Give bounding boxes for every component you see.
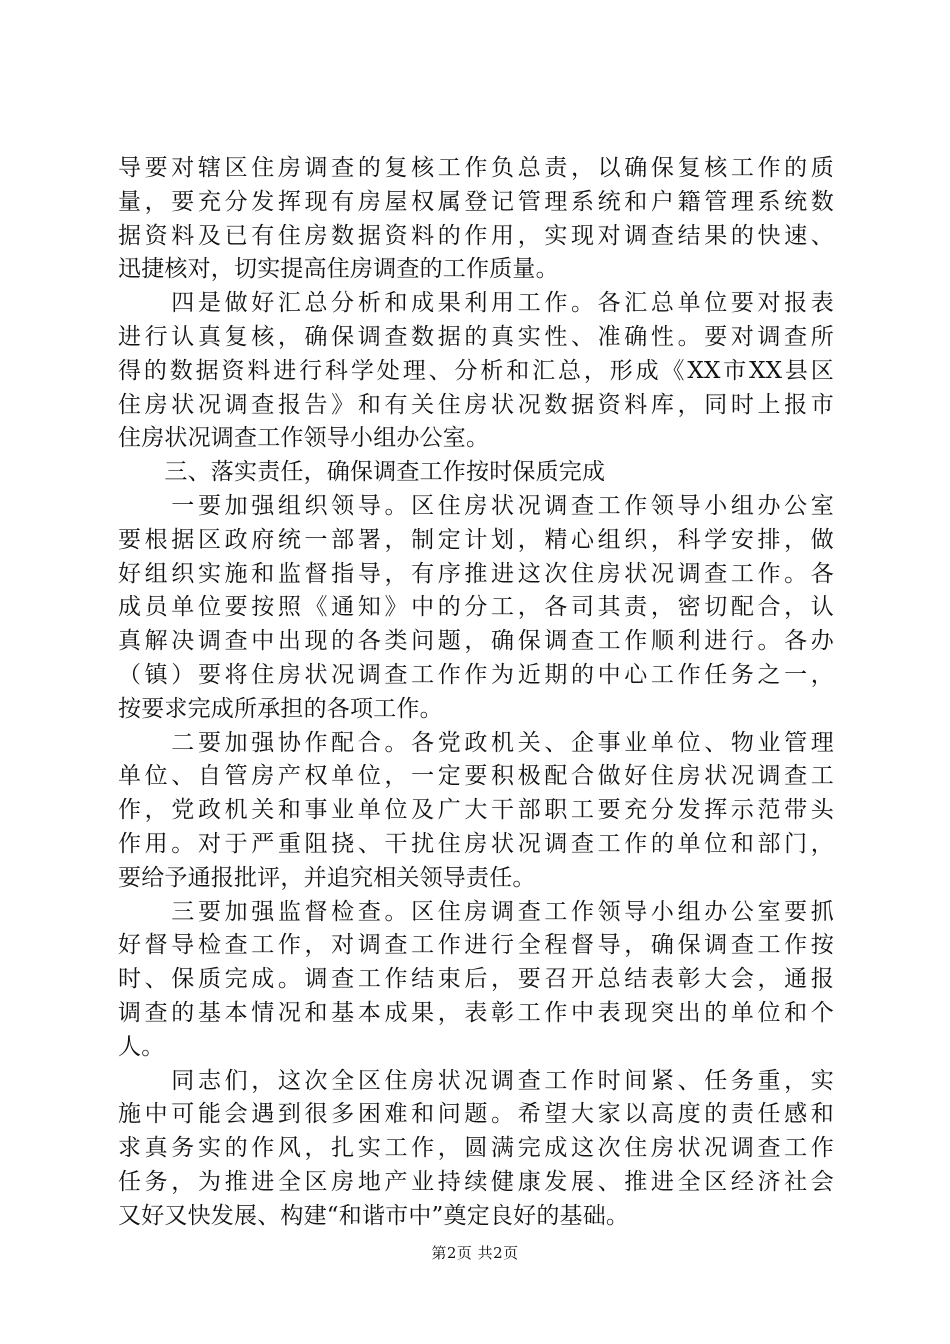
text-line: 要给予通报批评，并追究相关领导责任。 [118,864,536,891]
text-line: 求真务实的作风，扎实工作，圆满完成这次住房状况调查工作 [118,1135,834,1162]
page-footer: 第2页 共2页 [431,1244,519,1262]
text-line: 成员单位要按照《通知》中的分工，各司其责，密切配合，认 [118,594,834,621]
text-line: 迅捷核对，切实提高住房调查的工作质量。 [118,256,559,283]
text-line: 又好又快发展、构建“和谐市中”奠定良好的基础。 [118,1202,630,1229]
text-line: 单位、自管房产权单位，一定要积极配合做好住房状况调查工 [118,763,834,790]
text-line: 好督导检查工作，对调查工作进行全程督导，确保调查工作按 [118,932,834,959]
text-line: 调查的基本情况和基本成果，表彰工作中表现突出的单位和个 [118,999,834,1026]
text-line: 时、保质完成。调查工作结束后，要召开总结表彰大会，通报 [118,966,834,993]
text-line: 任务，为推进全区房地产业持续健康发展、推进全区经济社会 [118,1168,834,1195]
text-line: 作用。对于严重阻挠、干扰住房状况调查工作的单位和部门， [118,830,834,857]
text-line: 住房状况调查工作领导小组办公室。 [118,425,490,452]
text-line: 施中可能会遇到很多困难和问题。希望大家以高度的责任感和 [118,1101,834,1128]
text-line: 据资料及已有住房数据资料的作用，实现对调查结果的快速、 [118,222,834,249]
text-line: 量，要充分发挥现有房屋权属登记管理系统和户籍管理系统数 [118,188,834,215]
text-line: 按要求完成所承担的各项工作。 [118,695,443,722]
text-line: 进行认真复核，确保调查数据的真实性、准确性。要对调查所 [118,323,834,350]
text-line: 二要加强协作配合。各党政机关、企事业单位、物业管理 [118,729,834,756]
text-line: 要根据区政府统一部署，制定计划，精心组织，科学安排，做 [118,526,834,553]
text-line: 人。 [118,1033,165,1060]
text-line: 一要加强组织领导。区住房状况调查工作领导小组办公室 [118,492,834,519]
text-line: 三、落实责任，确保调查工作按时保质完成 [118,459,606,486]
text-line: 同志们，这次全区住房状况调查工作时间紧、任务重，实 [118,1067,834,1094]
text-line: 住房状况调查报告》和有关住房状况数据资料库，同时上报市 [118,391,834,418]
text-line: （镇）要将住房状况调查工作作为近期的中心工作任务之一， [118,661,834,688]
text-line: 好组织实施和监督指导，有序推进这次住房状况调查工作。各 [118,560,834,587]
document-body [118,152,834,1234]
text-line: 四是做好汇总分析和成果利用工作。各汇总单位要对报表 [118,290,834,317]
text-line: 作，党政机关和事业单位及广大干部职工要充分发挥示范带头 [118,797,834,824]
text-line: 三要加强监督检查。区住房调查工作领导小组办公室要抓 [118,898,834,925]
text-line: 得的数据资料进行科学处理、分析和汇总，形成《XX市XX县区 [118,357,834,384]
text-line: 导要对辖区住房调查的复核工作负总责，以确保复核工作的质 [118,155,834,181]
text-line: 真解决调查中出现的各类问题，确保调查工作顺利进行。各办 [118,628,834,655]
